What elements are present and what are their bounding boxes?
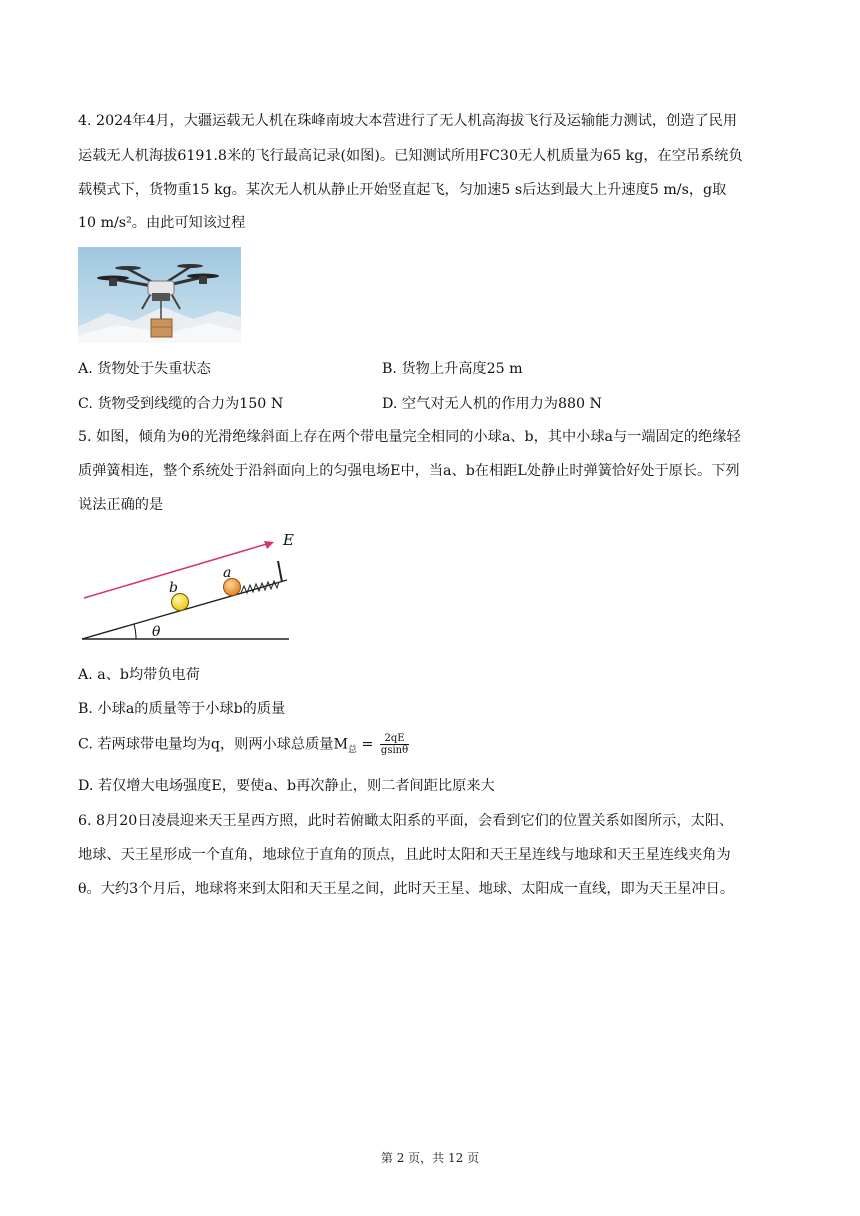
- fraction: [380, 733, 409, 756]
- drone-photo: [78, 247, 241, 343]
- drone-illustration: [78, 247, 241, 343]
- label-theta: θ: [152, 624, 161, 640]
- q4-line-3: 载模式下，货物重15 kg。某次无人机从静止开始竖直起飞，匀加速5 s后达到最大上升速度5 m/s，g取: [78, 182, 727, 198]
- q4-option-b: B. 货物上升高度25 m: [382, 361, 523, 377]
- q5-option-c-subscript: 总: [347, 745, 357, 756]
- q4-line-4: 10 m/s²。由此可知该过程: [78, 215, 246, 231]
- fraction-denominator: gsinθ: [380, 745, 409, 756]
- q4-line-1: 4. 2024年4月，大疆运载无人机在珠峰南坡大本营进行了无人机高海拔飞行及运输能力测试，创造了民用: [78, 113, 738, 129]
- q6-line-1: 6. 8月20日凌晨迎来天王星西方照，此时若俯瞰太阳系的平面，会看到它们的位置关系如图所示，太阳、: [78, 813, 734, 829]
- wall: [278, 561, 282, 582]
- spring: [241, 581, 279, 593]
- q5-option-c-equals: =: [357, 736, 378, 753]
- incline-svg: [78, 530, 298, 645]
- ball-b: [172, 594, 189, 611]
- q5-option-c-text: C. 若两球带电量均为q，则两小球总质量M: [78, 736, 348, 753]
- fraction-numerator: 2qE: [380, 733, 409, 745]
- incline-diagram: [78, 530, 298, 645]
- q4-option-c: C. 货物受到线缆的合力为150 N: [78, 396, 284, 412]
- page-footer: 第 2 页，共 12 页: [380, 1151, 480, 1165]
- ball-a: [224, 579, 241, 596]
- q6-line-2: 地球、天王星形成一个直角，地球位于直角的顶点，且此时太阳和天王星连线与地球和天王星连线夹角为: [78, 847, 731, 863]
- field-arrow-head: [264, 541, 274, 549]
- q5-line-1: 5. 如图，倾角为θ的光滑绝缘斜面上存在两个带电量完全相同的小球a、b，其中小球a与一端固定的绝缘轻: [78, 429, 741, 445]
- label-b: b: [169, 580, 178, 596]
- label-a: a: [223, 565, 232, 581]
- label-e: E: [283, 531, 294, 549]
- q6-line-3: θ。大约3个月后，地球将来到太阳和天王星之间，此时天王星、地球、太阳成一直线，即为天王星冲日。: [78, 881, 735, 897]
- q4-option-d: D. 空气对无人机的作用力为880 N: [382, 396, 602, 412]
- q5-line-3: 说法正确的是: [78, 497, 164, 513]
- q5-option-c: [78, 733, 409, 760]
- q5-option-a: A. a、b均带负电荷: [78, 667, 200, 683]
- q5-line-2: 质弹簧相连，整个系统处于沿斜面向上的匀强电场E中，当a、b在相距L处静止时弹簧恰好处于原长。下列: [78, 463, 740, 479]
- q4-line-2: 运载无人机海拔6191.8米的飞行最高记录(如图)。已知测试所用FC30无人机质量为65 kg，在空吊系统负: [78, 148, 743, 164]
- q4-option-a: A. 货物处于失重状态: [78, 361, 211, 377]
- q5-option-b: B. 小球a的质量等于小球b的质量: [78, 701, 286, 717]
- q5-option-d: D. 若仅增大电场强度E，要使a、b再次静止，则二者间距比原来大: [78, 778, 495, 794]
- angle-arc: [134, 624, 136, 639]
